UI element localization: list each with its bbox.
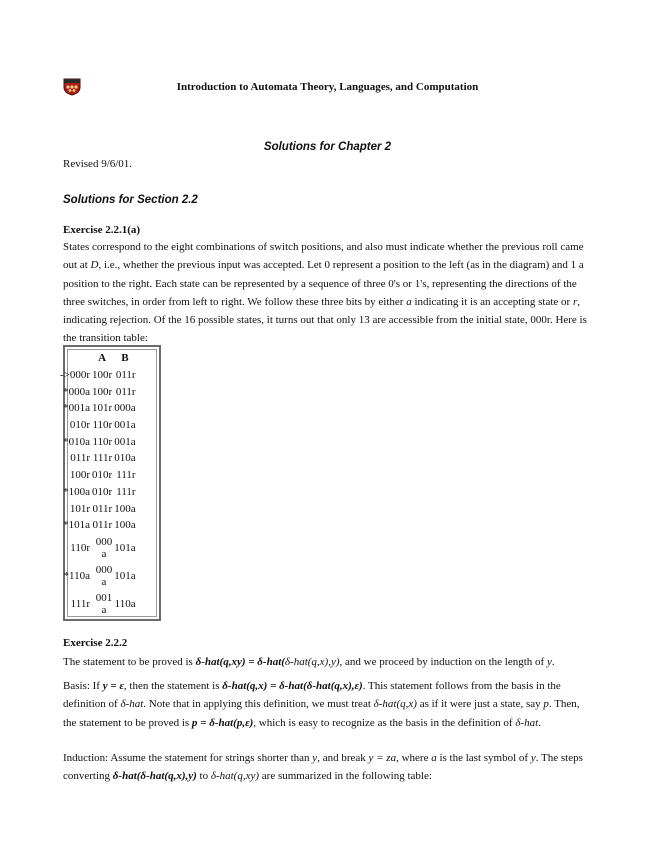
table-row: *110a 000 a 101a (63, 563, 136, 588)
column-header-b: B (121, 352, 129, 365)
basis-paragraph: Basis: If y = ε, then the statement is δ-hat(q,x) = δ-hat(δ-hat(q,x),ε). This statement follows from the basis in the definition of δ-hat. Note that in applying this definition, we must treat δ-hat(q,x) as if it were just a state, say p. Then, the statement to be proved is p = δ-hat(p,ε), which is easy to recognize as the basis in the definition of δ-hat. (63, 680, 580, 729)
induction-paragraph: Induction: Assume the statement for strings shorter than y, and break y = za, where a is the last symbol of y. The steps converting δ-hat(δ-hat(q,x),y) to δ-hat(q,xy) are summarized in the following table: (63, 752, 583, 783)
table-row: *000a 100r 011r (63, 385, 136, 398)
table-row: 111r 001 a 110a (70, 591, 136, 616)
table-row: 100r 010r 111r (69, 469, 136, 482)
table-row: 110r 000 a 101a (70, 535, 136, 560)
document-title: Introduction to Automata Theory, Languages, and Computation (176, 81, 479, 93)
table-row: *001a 101r 000a (63, 402, 136, 415)
table-row: *010a 110r 001a (63, 435, 136, 448)
exercise-2-2-1-heading: Exercise 2.2.1(a) (63, 224, 141, 236)
transition-table (59, 350, 137, 618)
chapter-title: Solutions for Chapter 2 (263, 141, 392, 153)
table-row: 011r 111r 010a (70, 452, 136, 465)
table-header-row (59, 350, 137, 367)
column-header-a: A (98, 352, 107, 365)
exercise-2-2-1-text: States correspond to the eight combinations of switch positions, and also must indicate whether the previous roll came out at D, i.e., whether the previous input was accepted. Let 0 represent a position to the left (as in the diagram) and 1 a position to the right. Each state can be represented by a sequence of three 0's or 1's, representing the directions of the three switches, in order from left to right. We follow these three bits by either a indicating it is an accepting state or r, indicating rejection. Of the 16 possible states, it turns out that only 13 are accessible from the initial state, 000r. Here is the transition table: (63, 241, 587, 345)
revised-date: Revised 9/6/01. (63, 158, 133, 170)
table-row: 101r 011r 100a (69, 502, 136, 515)
exercise-2-2-2-statement: The statement to be proved is δ-hat(q,xy) = δ-hat(δ-hat(q,x),y), and we proceed by induction on the length of y. (63, 656, 555, 668)
section-title: Solutions for Section 2.2 (63, 194, 198, 206)
table-row: *101a 011r 100a (63, 519, 136, 532)
exercise-2-2-2-heading: Exercise 2.2.2 (63, 637, 128, 649)
table-row: 010r 110r 001a (69, 419, 136, 432)
table-row: *100a 010r 111r (63, 485, 136, 498)
table-row: ->000r 100r 011r (60, 369, 136, 382)
